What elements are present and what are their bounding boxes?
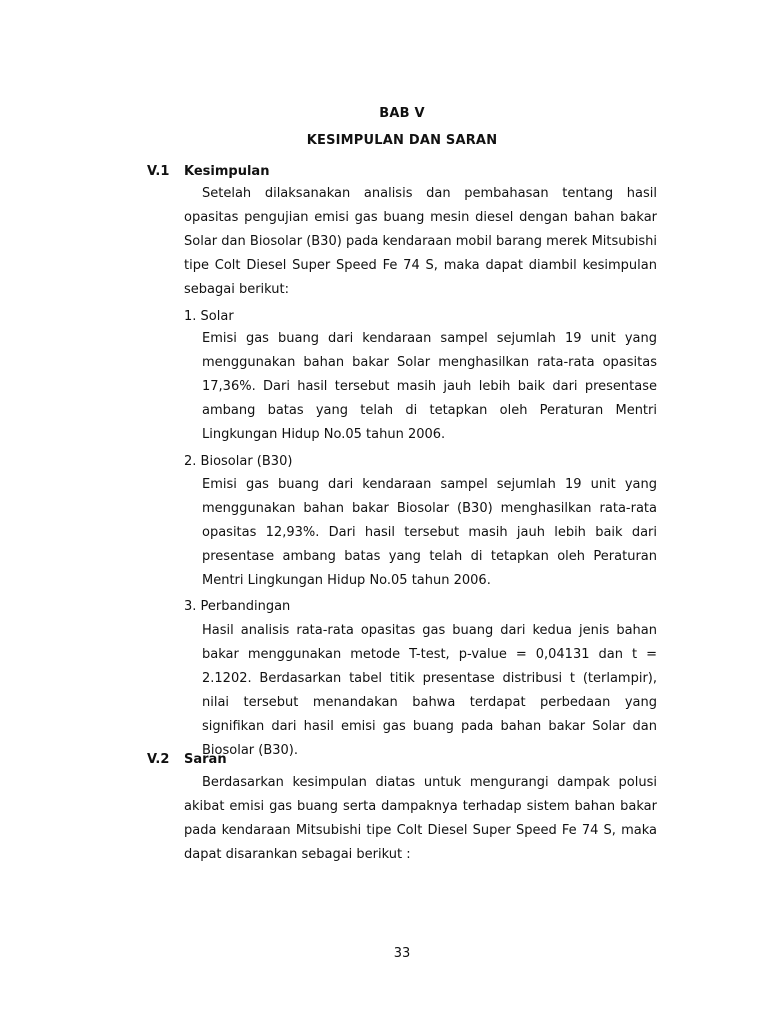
list-item-text-solar: Emisi gas buang dari kendaraan sampel sejumlah 19 unit yang menggunakan bahan bakar Solar menghasilkan rata-rata opasitas 17,36%. Dari hasil tersebut masih jauh lebih baik dari presentase ambang batas yang telah di tetapkan oleh Peraturan Mentri Lingkungan Hidup No.05 tahun 2006. xyxy=(202,331,657,442)
chapter-subtitle: KESIMPULAN DAN SARAN xyxy=(306,133,498,148)
section-title: Kesimpulan xyxy=(184,164,270,179)
list-item-label-biosolar: 2. Biosolar (B30) xyxy=(184,454,293,469)
comparison-text-a: Hasil analisis rata-rata opasitas gas buang dari kedua jenis bahan bakar menggunakan metode T-test, xyxy=(202,623,657,662)
page-number: 33 xyxy=(393,946,411,961)
intro-paragraph: Setelah dilaksanakan analisis dan pembahasan tentang hasil opasitas pengujian emisi gas buang mesin diesel dengan bahan bakar Solar dan Biosolar (B30) pada kendaraan mobil barang merek Mitsubishi tipe Colt Diesel Super Speed Fe 74 S, maka dapat diambil kesimpulan sebagai berikut: xyxy=(184,186,657,297)
list-item-text-perbandingan xyxy=(202,619,657,763)
saran-paragraph: Berdasarkan kesimpulan diatas untuk mengurangi dampak polusi akibat emisi gas buang serta dampaknya terhadap sistem bahan bakar pada kendaraan Mitsubishi tipe Colt Diesel Super Speed Fe 74 S, maka dapat disarankan sebagai berikut : xyxy=(184,775,657,862)
list-item-label-perbandingan: 3. Perbandingan xyxy=(184,599,291,614)
t-distribution-label: t (terlampir) xyxy=(569,671,653,686)
t-label: t xyxy=(631,647,638,662)
list-item-label-solar: 1. Solar xyxy=(184,309,234,324)
chapter-title: BAB V xyxy=(379,106,425,121)
comparison-text-b: = 0,04131 dan xyxy=(515,647,623,662)
section-number: V.2 xyxy=(147,752,170,767)
section-heading-kesimpulan xyxy=(147,164,269,179)
list-item-text-biosolar: Emisi gas buang dari kendaraan sampel sejumlah 19 unit yang menggunakan bahan bakar Biosolar (B30) menghasilkan rata-rata opasitas 12,93%. Dari hasil tersebut masih jauh lebih baik dari presentase ambang batas yang telah di tetapkan oleh Peraturan Mentri Lingkungan Hidup No.05 tahun 2006. xyxy=(202,477,657,588)
section-heading-saran xyxy=(147,752,227,767)
comparison-text-d: , nilai tersebut menandakan bahwa terdapat perbedaan yang signifikan dari hasil emisi gas buang pada bahan bakar Solar dan Biosolar (B30). xyxy=(202,671,658,758)
p-value-label: p-value xyxy=(458,647,507,662)
section-number: V.1 xyxy=(147,164,170,179)
section-title: Saran xyxy=(184,752,227,767)
comparison-text-c: = 2.1202. Berdasarkan tabel titik presentase distribusi xyxy=(202,647,658,686)
